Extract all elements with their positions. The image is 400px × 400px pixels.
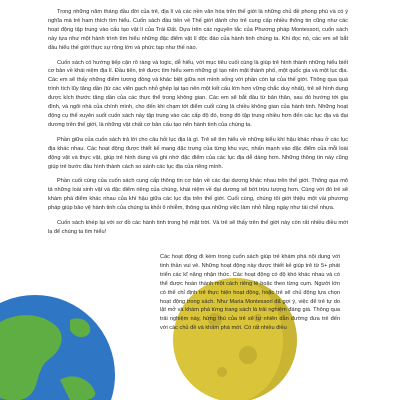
paragraph-1: Trong những năm tháng đầu đời của trẻ, địa lí và các nền văn hóa trên thế giới là những chủ đề phong phú và có ý nghĩa mà trẻ ham thích tìm hiểu. Cuốn sách đầu tiên về Thế giới dành cho trẻ cung cấp nhiều thông tin cũng như các hoạt động tập trung vào cấu tạo vật lí của Trái Đất. Dựa trên các nguyên tắc của Phương pháp Montessori, cuốn sách này tựa như một hành trình tìm hiểu những đặc điểm vật lí độc đáo của hành tinh chúng ta. Khi đọc nó, các em sẽ bắt đầu hiểu thế giới thực sự rộng lớn và phức tạp như thế nào. [48,9,348,51]
paragraph-5: Cuốn sách khép lại với sơ đồ các hành tinh trong hệ mặt trời. Và trẻ sẽ thấy trên thế giới này còn rất nhiều điều mới lạ để chúng ta tìm hiểu! [48,220,348,235]
paragraph-4: Phần cuối cùng của cuốn sách cung cấp thông tin cơ bản về các đại dương khác nhau trên thế giới. Thông qua mô tả những loài sinh vật và đặc điểm riêng của chúng, khái niệm về đại dương sẽ bớt trừu tượng hơn. Cùng với đó trẻ sẽ khám phá điểm khác nhau của khí hậu giữa các lục địa trên thế giới. Cuối cùng, chúng tôi giới thiệu một vài phương pháp giúp bảo vệ hành tinh của chúng ta khỏi ô nhiễm, thông qua những việc làm nhỏ hằng ngày như tái chế nhựa. [48,178,348,212]
earth-illustration [0,295,115,400]
paragraph-2: Cuốn sách có hướng tiếp cận rõ ràng và logic, dễ hiểu, với mục tiêu cuối cùng là giúp trẻ hình thành những hiểu biết cơ bản về khái niệm địa lí. Đầu tiên, trẻ được tìm hiểu xem những gì tạo nên mặt thành phố, một quốc gia và một lục địa. Các em sẽ thấy những điểm tương đồng và khác biệt giữa nơi mình sống với phần còn lại của thế giới. Thông qua quá trình tích lũy tăng dần (từ các viên gạch nhỏ ghép lại tạo nên một kết cấu lớn hơn vững chắc duy nhất), trẻ sẽ hình dung được kích thước tăng dần của các thực thể trong không gian. Các em sẽ bắt đầu từ bản thân, sau đó hướng tới gia đình, và ngôi nhà của chính mình, cho đến khi chạm tới điểm cuối cùng là chiều không gian của hành tinh. Những hoạt động cụ thể xuyên suốt cuốn sách này tập trung vào các cấp độ đó, trong đó tập trung nhiều hơn đến các lục địa và đại dương trên thế giới, là những vật chất cơ bản cấu tạo nên hành tinh của chúng ta. [48,59,348,128]
activities-note: Các hoạt động đi kèm trong cuốn sách giúp trẻ khám phá nội dung với tinh thần vui vẻ. Những hoạt động này được thiết kế giúp trẻ từ 5+ phát triển các kĩ năng nhận thức. Các hoạt động có độ khó khác nhau và có thể được hoàn thành một cách riêng lẻ hoặc theo từng cụm. Người lớn có thể chỉ định trẻ thực hiện hoạt động, hoặc trẻ sẽ chủ động lựa chọn hoạt động trong sách. Như Maria Montessori đã gợi ý, việc để trẻ tự do lặt mở và khám phá từng trang sách là trải nghiệm đáng giá. Thông qua trải nghiệm này, hứng thú của trẻ sẽ tự nhiên dẫn đường đưa trẻ đến với các chủ đề và khám phá mới. Có rất nhiều điều [160,254,340,332]
paragraph-3: Phần giữa của cuốn sách trả lời cho câu hỏi lục địa là gì. Trẻ sẽ tìm hiểu về những kiểu khí hậu khác nhau ở các lục địa khác nhau. Các hoạt động được thiết kế mang đặc trưng của từng khu vực, nhấn mạnh vào đặc điểm của mỗi loài động vật và thực vật, giúp trẻ hình dung và ghi nhớ đặc điểm của các lục địa dễ dàng hơn. Những thông tin này cũng giúp trẻ bước đầu hình thành cách so sánh các lục địa của riêng mình. [48,136,348,170]
